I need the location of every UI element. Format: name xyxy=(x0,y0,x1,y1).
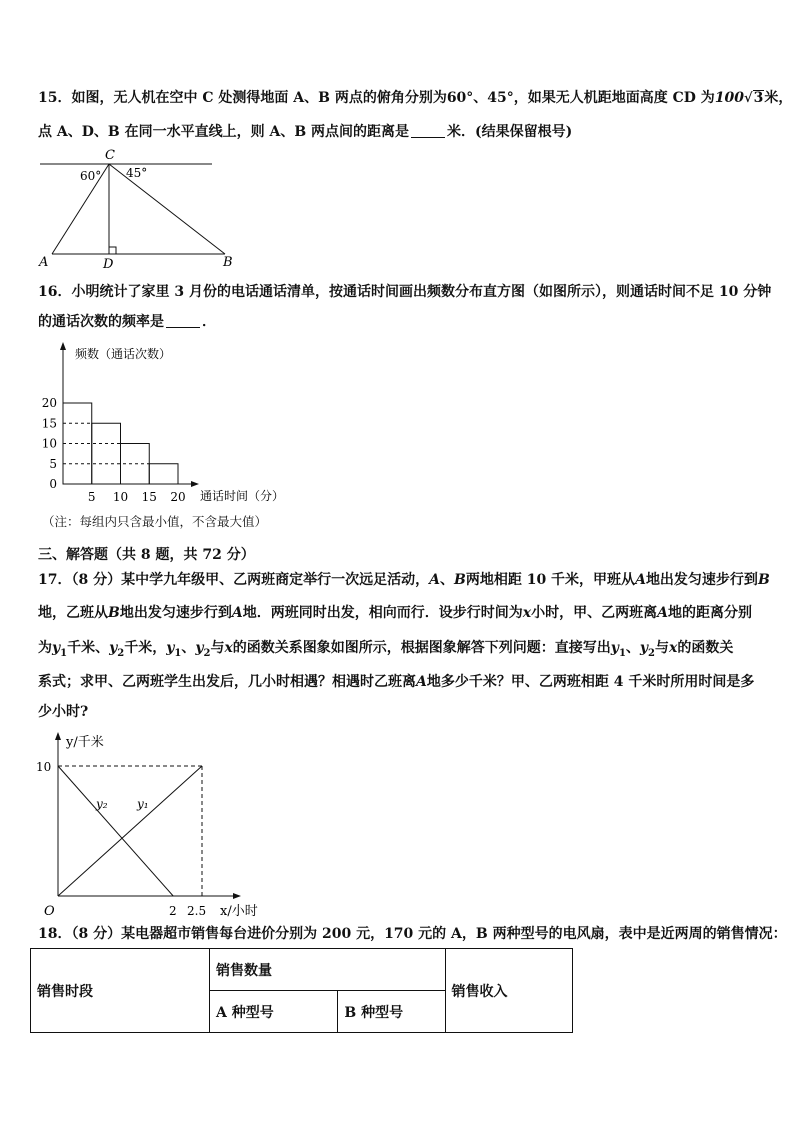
q15-line2: 点 A、D、B 在同一水平直线上，则 A、B 两点间的距离是 米．(结果保留根号) xyxy=(38,124,573,140)
header-period: 销售时段 xyxy=(31,949,210,1033)
y-axis-arrow xyxy=(60,342,66,350)
q17-line3: 为$y_1$千米、$y_2$千米，$y_1$、$y_2$与x的函数关系图象如图所示，根据图象解答下列问题：直接写出$y_1$、$y_2$与x的函数关 xyxy=(38,640,734,659)
y-tick-label: 5 xyxy=(49,456,57,471)
header-type-b: B 种型号 xyxy=(338,991,445,1033)
q17-line2: 地，乙班从B地出发匀速步行到A地．两班同时出发，相向而行．设步行时间为x小时，甲、乙两班离A地的距离分别 xyxy=(38,605,752,621)
right-angle-mark xyxy=(109,247,116,254)
q16-note: （注：每组内只含最小值，不含最大值） xyxy=(42,514,268,529)
label-60: 60° xyxy=(80,169,102,183)
x-tick-label: 20 xyxy=(170,490,186,504)
y-tick-label: 15 xyxy=(41,416,57,431)
header-revenue: 销售收入 xyxy=(445,949,572,1033)
x-axis-arrow xyxy=(233,893,241,899)
label-45: 45° xyxy=(126,166,148,180)
section-heading: 三、解答题（共 8 题，共 72 分） xyxy=(38,547,255,563)
y-axis-label: y/千米 xyxy=(66,735,104,750)
q16-line2: 的通话次数的频率是 ． xyxy=(38,314,216,330)
x-tick-label: 10 xyxy=(112,490,129,504)
series-line-y2 xyxy=(58,766,173,896)
answer-blank[interactable] xyxy=(166,313,200,328)
histogram-bar xyxy=(92,423,121,484)
x-tick-label: 5 xyxy=(87,490,96,504)
q15-value: 100 xyxy=(714,90,745,106)
y-tick-10: 10 xyxy=(36,760,52,774)
answer-blank[interactable] xyxy=(411,123,445,138)
x-tick-2-5: 2.5 xyxy=(187,904,207,918)
q15-figure xyxy=(30,146,233,272)
histogram xyxy=(30,340,330,510)
label-y1: y₁ xyxy=(137,797,149,811)
q16-line1: 16．小明统计了家里 3 月份的电话通话清单，按通话时间画出频数分布直方图（如图所示），则通话时间不足 10 分钟 xyxy=(38,284,772,300)
q17-line1: 17．（8 分）某中学九年级甲、乙两班商定举行一次远足活动，A、B两地相距 10 千米，甲班从A地出发匀速步行到B xyxy=(38,572,770,588)
label-c: C xyxy=(105,148,115,163)
sales-table xyxy=(30,948,573,1033)
x-axis-label: 通话时间（分） xyxy=(200,489,285,503)
x-axis-arrow xyxy=(191,481,199,487)
y-tick-label: 20 xyxy=(41,396,57,410)
y-tick-label: 10 xyxy=(41,436,57,451)
label-d: D xyxy=(103,257,114,272)
label-y2: y₂ xyxy=(96,797,108,811)
q15-root: 3 xyxy=(753,90,764,106)
y-axis-label: 频数（通话次数） xyxy=(75,347,172,361)
header-type-a: A 种型号 xyxy=(209,991,337,1033)
y-tick-label: 0 xyxy=(49,477,57,491)
q18-line1: 18．（8 分）某电器超市销售每台进价分别为 200 元，170 元的 A，B 两种型号的电风扇，表中是近两周的销售情况： xyxy=(38,926,787,942)
x-axis-label: x/小时 xyxy=(220,904,258,919)
x-tick-label: 15 xyxy=(141,490,157,504)
label-a: A xyxy=(39,255,49,270)
y-axis-arrow xyxy=(55,732,61,740)
header-quantity: 销售数量 xyxy=(209,949,445,991)
histogram-bar xyxy=(149,464,178,484)
q15-line1: 15．如图，无人机在空中 C 处测得地面 A、B 两点的俯角分别为60°、45°，如果无人机距地面高度 CD 为100√3米， xyxy=(38,90,793,106)
series-line-y1 xyxy=(58,766,202,896)
q17-line4: 系式；求甲、乙两班学生出发后，几小时相遇？相遇时乙班离A地多少千米？甲、乙两班相距 4 千米时所用时间是多 xyxy=(38,674,755,690)
q17-line5: 少小时? xyxy=(38,704,89,720)
label-b: B xyxy=(223,255,233,270)
origin-label: O xyxy=(44,904,55,919)
x-tick-2: 2 xyxy=(169,904,177,918)
function-graph xyxy=(30,726,280,924)
